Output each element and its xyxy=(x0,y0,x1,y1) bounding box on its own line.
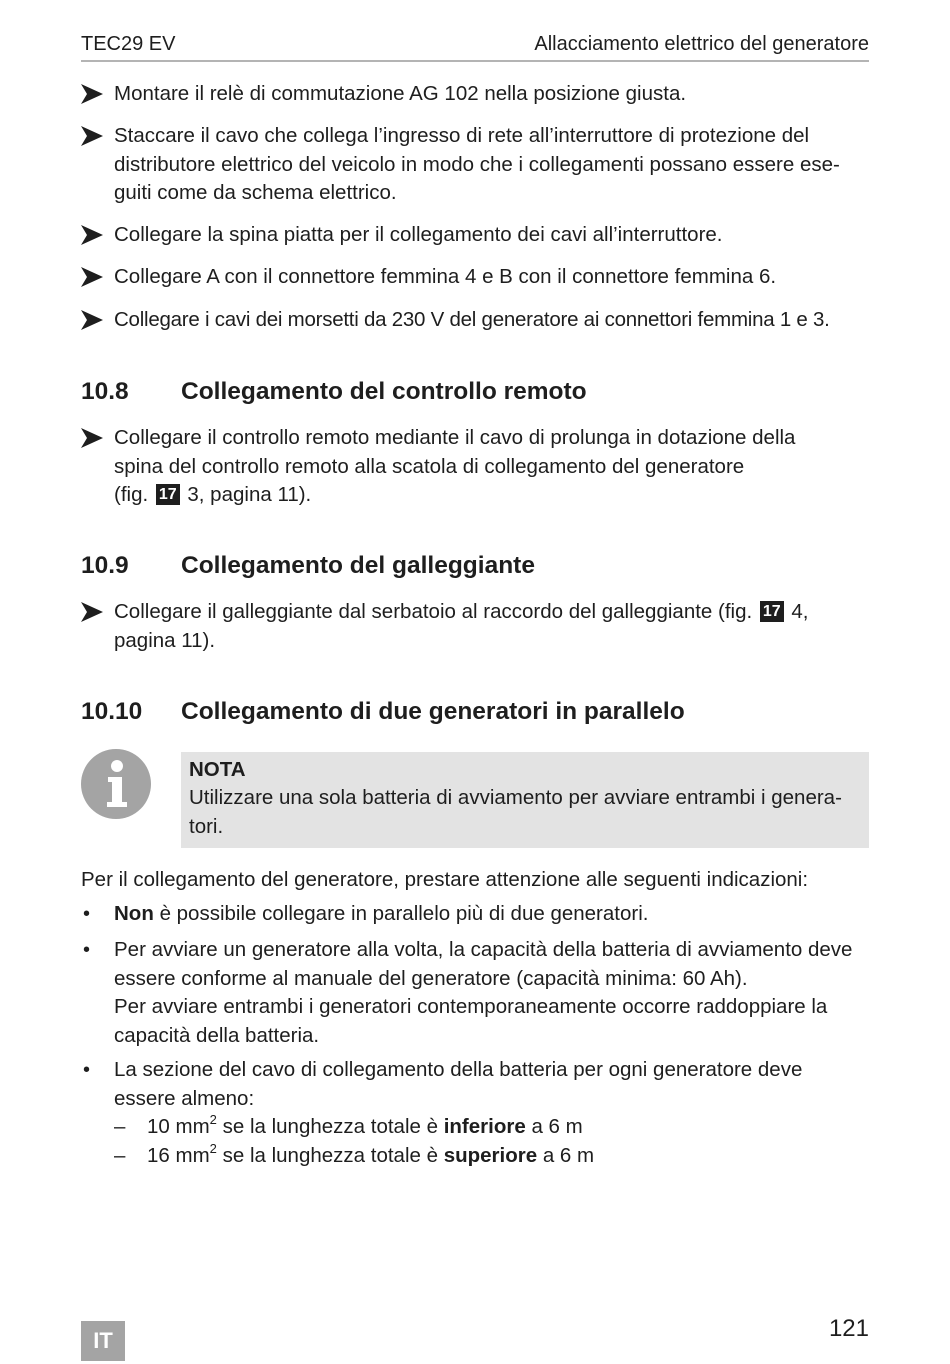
bullet-item xyxy=(81,936,871,1050)
bullet-text: essere almeno: xyxy=(114,1086,255,1110)
section-heading-10-9 xyxy=(81,551,871,583)
fig-ref-prefix: (fig. xyxy=(114,483,149,506)
step-item xyxy=(81,306,871,335)
section-title: Collegamento del galleggiante xyxy=(181,552,535,579)
header-product: TEC29 EV xyxy=(81,33,176,55)
arrow-icon xyxy=(81,80,105,108)
bullet-icon: • xyxy=(83,939,91,961)
fig-ref-suffix: 4, xyxy=(791,600,809,623)
sub-item-pre: 16 mm xyxy=(147,1143,210,1167)
header-chapter: Allacciamento elettrico del generatore xyxy=(534,33,869,55)
step-text: Staccare il cavo che collega l’ingresso di rete all’interruttore di protezione del xyxy=(114,124,810,147)
step-text: Collegare la spina piatta per il collegamento dei cavi all’interruttore. xyxy=(114,223,723,246)
arrow-icon xyxy=(81,306,105,334)
step-text xyxy=(114,598,871,627)
arrow-icon xyxy=(81,122,105,150)
bullet-text: essere conforme al manuale del generatore (capacità minima: 60 Ah). xyxy=(114,966,748,990)
section-number: 10.10 xyxy=(81,698,143,725)
figure-badge: 17 xyxy=(156,484,180,505)
step-item xyxy=(81,598,871,655)
info-icon xyxy=(81,749,151,819)
step-item xyxy=(81,80,871,109)
sub-item-post: a 6 m xyxy=(531,1115,583,1138)
arrow-icon xyxy=(81,424,105,452)
bullet-text: La sezione del cavo di collegamento della batteria per ogni generatore deve xyxy=(114,1058,803,1081)
step-item xyxy=(81,424,871,510)
sub-item xyxy=(114,1113,871,1142)
fig-ref-suffix: 3, pagina 11). xyxy=(187,483,312,506)
language-tab: IT xyxy=(81,1321,125,1361)
note-text: tori. xyxy=(189,814,224,838)
step-text: pagina 11). xyxy=(114,628,216,652)
step-text: Montare il relè di commutazione AG 102 nella posizione giusta. xyxy=(114,82,687,105)
step-text xyxy=(114,481,871,510)
arrow-icon xyxy=(81,221,105,249)
bullet-text: Per avviare un generatore alla volta, la capacità della batteria di avviamento deve xyxy=(114,938,853,961)
step-text: distributore elettrico del veicolo in modo che i collegamenti possano essere ese- xyxy=(114,152,840,176)
running-header xyxy=(81,30,869,62)
section-heading-10-10 xyxy=(81,697,871,729)
note-text: Utilizzare una sola batteria di avviamento per avviare entrambi i genera- xyxy=(189,786,842,809)
section-title: Collegamento del controllo remoto xyxy=(181,378,587,405)
section-title: Collegamento di due generatori in parallelo xyxy=(181,698,685,725)
arrow-icon xyxy=(81,263,105,291)
bullet-text: capacità della batteria. xyxy=(114,1023,320,1047)
superscript: 2 xyxy=(209,1140,217,1156)
bullet-rest: è possibile collegare in parallelo più di due generatori. xyxy=(159,902,649,925)
sub-item-emphasis: superiore xyxy=(443,1143,538,1167)
dash-marker: – xyxy=(114,1143,126,1167)
section-heading-10-8 xyxy=(81,377,871,409)
sub-item xyxy=(114,1142,871,1171)
superscript: 2 xyxy=(209,1112,217,1128)
page-number: 121 xyxy=(828,1315,869,1342)
fig-ref-prefix: Collegare il galleggiante dal serbatoio al raccordo del galleggiante (fig. xyxy=(114,600,753,623)
step-item xyxy=(81,263,871,292)
step-text: guiti come da schema elettrico. xyxy=(114,181,397,204)
bullet-item xyxy=(81,900,871,929)
step-text: spina del controllo remoto alla scatola di collegamento del generatore xyxy=(114,454,745,478)
bullet-icon: • xyxy=(83,903,91,925)
step-text: Collegare A con il connettore femmina 4 e B con il connettore femmina 6. xyxy=(114,265,777,288)
bullet-emphasis: Non xyxy=(114,902,154,925)
sub-item-mid: se la lunghezza totale è xyxy=(222,1115,438,1138)
sub-item-emphasis: inferiore xyxy=(443,1115,526,1138)
section-number: 10.8 xyxy=(81,378,129,405)
bullet-text: Per avviare entrambi i generatori contemporaneamente occorre raddoppiare la xyxy=(114,995,828,1018)
bullet-icon: • xyxy=(83,1059,91,1081)
dash-marker: – xyxy=(114,1115,126,1138)
step-item xyxy=(81,122,871,208)
figure-badge: 17 xyxy=(760,601,784,622)
bullet-item xyxy=(81,1056,871,1170)
note-box xyxy=(181,752,869,848)
intro-paragraph: Per il collegamento del generatore, prestare attenzione alle seguenti indicazioni: xyxy=(81,868,809,891)
note-title: NOTA xyxy=(189,758,246,781)
sub-item-post: a 6 m xyxy=(542,1143,595,1167)
step-item xyxy=(81,221,871,250)
step-text: Collegare il controllo remoto mediante il cavo di prolunga in dotazione della xyxy=(114,426,796,449)
arrow-icon xyxy=(81,598,105,626)
sub-item-pre: 10 mm xyxy=(147,1115,210,1138)
sub-item-mid: se la lunghezza totale è xyxy=(222,1143,438,1167)
step-text: Collegare i cavi dei morsetti da 230 V del generatore ai connettori femmina 1 e 3. xyxy=(114,308,830,331)
section-number: 10.9 xyxy=(81,552,129,579)
bullet-text xyxy=(114,900,871,929)
